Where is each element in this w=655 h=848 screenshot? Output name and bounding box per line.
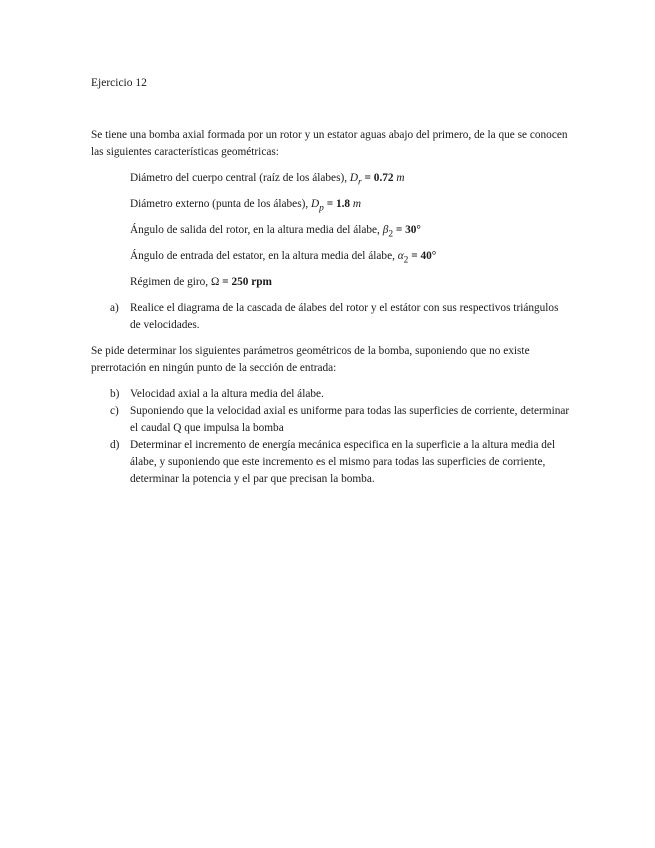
- question-text: Realice el diagrama de la cascada de álabes del rotor y el estátor con sus respectivos triángulos de velocidades.: [130, 302, 559, 331]
- characteristic-symbol: β: [382, 224, 389, 236]
- characteristic-value: = 1.8: [323, 198, 353, 210]
- characteristic-unit: m: [352, 198, 362, 210]
- characteristics-list: [130, 170, 570, 300]
- question-text: Velocidad axial a la altura media del álabe.: [130, 388, 324, 400]
- characteristic-symbol: Ω: [210, 276, 220, 288]
- characteristic-item: [130, 170, 570, 196]
- characteristic-subscript: 2: [403, 255, 409, 266]
- exercise-title: Ejercicio 12: [91, 77, 147, 89]
- characteristic-value: = 0.72: [361, 172, 397, 184]
- question-marker: a): [110, 302, 119, 314]
- characteristic-text: Ángulo de entrada del estator, en la altura media del álabe,: [130, 250, 398, 262]
- characteristic-item: [130, 196, 570, 222]
- characteristic-unit: m: [396, 172, 405, 184]
- characteristic-text: Diámetro externo (punta de los álabes),: [130, 198, 311, 210]
- characteristic-symbol: α: [397, 250, 404, 262]
- characteristic-value: = 250 rpm: [219, 276, 272, 288]
- question-list-a: [91, 300, 571, 334]
- question-list-b: [91, 386, 571, 488]
- characteristic-subscript: 2: [388, 229, 394, 240]
- characteristic-text: Ángulo de salida del rotor, en la altura media del álabe,: [130, 224, 383, 236]
- characteristic-symbol: D: [349, 172, 359, 184]
- characteristic-item: [130, 222, 570, 248]
- question-item: [91, 300, 571, 334]
- question-item: [91, 386, 571, 403]
- characteristic-symbol: D: [311, 198, 320, 210]
- characteristic-value: = 40°: [408, 250, 437, 262]
- characteristic-item: [130, 274, 570, 300]
- characteristic-text: Régimen de giro,: [130, 276, 211, 288]
- question-item: [91, 437, 571, 488]
- characteristic-subscript: p: [319, 203, 324, 214]
- question-item: [91, 403, 571, 437]
- characteristic-text: Diámetro del cuerpo central (raíz de los álabes),: [130, 172, 350, 184]
- characteristic-value: = 30°: [393, 224, 421, 236]
- characteristic-subscript: r: [358, 177, 362, 188]
- question-text: Determinar el incremento de energía mecánica especifica en la superficie a la altura media del álabe, y suponiendo que este incremento es el mismo para todas las superficies de corriente, determinar la potencia y el par que precisan la bomba.: [130, 439, 556, 485]
- question-marker: c): [110, 405, 119, 417]
- question-marker: d): [110, 439, 120, 451]
- middle-paragraph: Se pide determinar los siguientes parámetros geométricos de la bomba, suponiendo que no existe prerrotación en ningún punto de la sección de entrada:: [91, 345, 530, 374]
- characteristic-item: [130, 248, 570, 274]
- intro-paragraph: Se tiene una bomba axial formada por un rotor y un estator aguas abajo del primero, de la que se conocen las siguientes características geométricas:: [91, 129, 568, 158]
- question-marker: b): [110, 388, 120, 400]
- question-text: Suponiendo que la velocidad axial es uniforme para todas las superficies de corriente, determinar el caudal Q que impulsa la bomba: [130, 405, 570, 434]
